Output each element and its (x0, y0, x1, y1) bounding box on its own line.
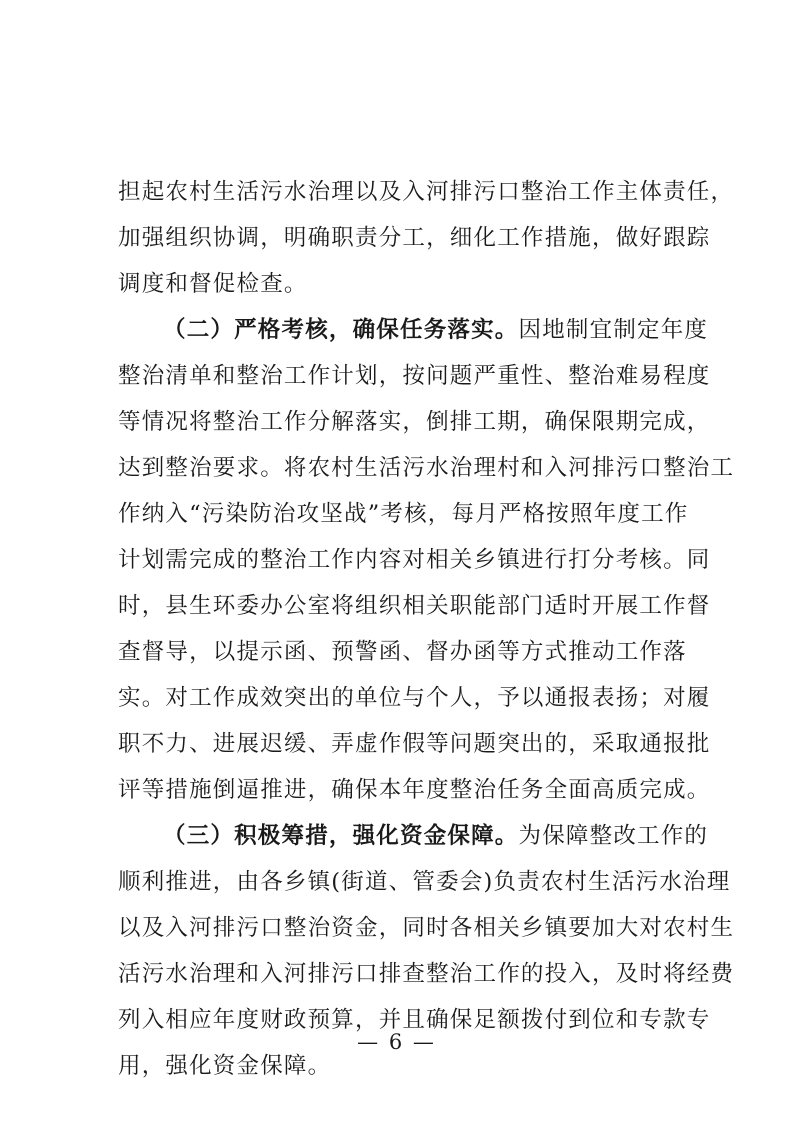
paragraph-3-line-2: 顺利推进，由各乡镇(街道、管委会)负责农村生活污水治理 (118, 869, 731, 895)
paragraph-3-line-1-text: 为保障整改工作的 (518, 823, 709, 849)
paragraph-3-first-line (118, 813, 709, 859)
paragraph-1-line-1: 担起农村生活污水治理以及入河排污口整治工作主体责任， (118, 179, 735, 205)
paragraph-2-line-2: 整治清单和整治工作计划，按问题严重性、整治难易程度 (118, 363, 711, 389)
paragraph-2-line-11: 评等措施倒逼推进，确保本年度整治任务全面高质完成。 (118, 777, 711, 803)
paragraph-2-line-6: 计划需完成的整治工作内容对相关乡镇进行打分考核。同 (118, 547, 711, 573)
paragraph-2-line-7: 时，县生环委办公室将组织相关职能部门适时开展工作督 (118, 593, 711, 619)
paragraph-3-line-4: 活污水治理和入河排污口排查整治工作的投入，及时将经费 (118, 961, 735, 987)
paragraph-2-line-9: 实。对工作成效突出的单位与个人，予以通报表扬；对履 (118, 685, 711, 711)
paragraph-3-line-3: 以及入河排污口整治资金，同时各相关乡镇要加大对农村生 (118, 915, 735, 941)
section-heading-3: （三）积极筹措，强化资金保障。 (163, 823, 519, 849)
section-heading-2: （二）严格考核，确保任务落实。 (163, 317, 519, 343)
paragraph-3-line-5: 列入相应年度财政预算，并且确保足额拨付到位和专款专 (118, 1007, 711, 1033)
document-body (118, 169, 735, 1089)
paragraph-3-line-6: 用，强化资金保障。 (118, 1053, 332, 1079)
paragraph-2-line-1-text: 因地制宜制定年度 (518, 317, 709, 343)
paragraph-2-line-5: 作纳入“污染防治攻坚战”考核，每月严格按照年度工作 (118, 501, 689, 527)
paragraph-2-line-8: 查督导，以提示函、预警函、督办函等方式推动工作落 (118, 639, 687, 665)
paragraph-2-line-4: 达到整治要求。将农村生活污水治理村和入河排污口整治工 (118, 455, 735, 481)
paragraph-2-first-line (118, 307, 709, 353)
paragraph-2-line-3: 等情况将整治工作分解落实，倒排工期，确保限期完成， (118, 409, 711, 435)
paragraph-1-line-2: 加强组织协调，明确职责分工，细化工作措施，做好跟踪 (118, 225, 711, 251)
page-number: — 6 — (357, 1030, 436, 1054)
paragraph-2-line-10: 职不力、进展迟缓、弄虚作假等问题突出的，采取通报批 (118, 731, 711, 757)
paragraph-1-line-3: 调度和督促检查。 (118, 271, 308, 297)
